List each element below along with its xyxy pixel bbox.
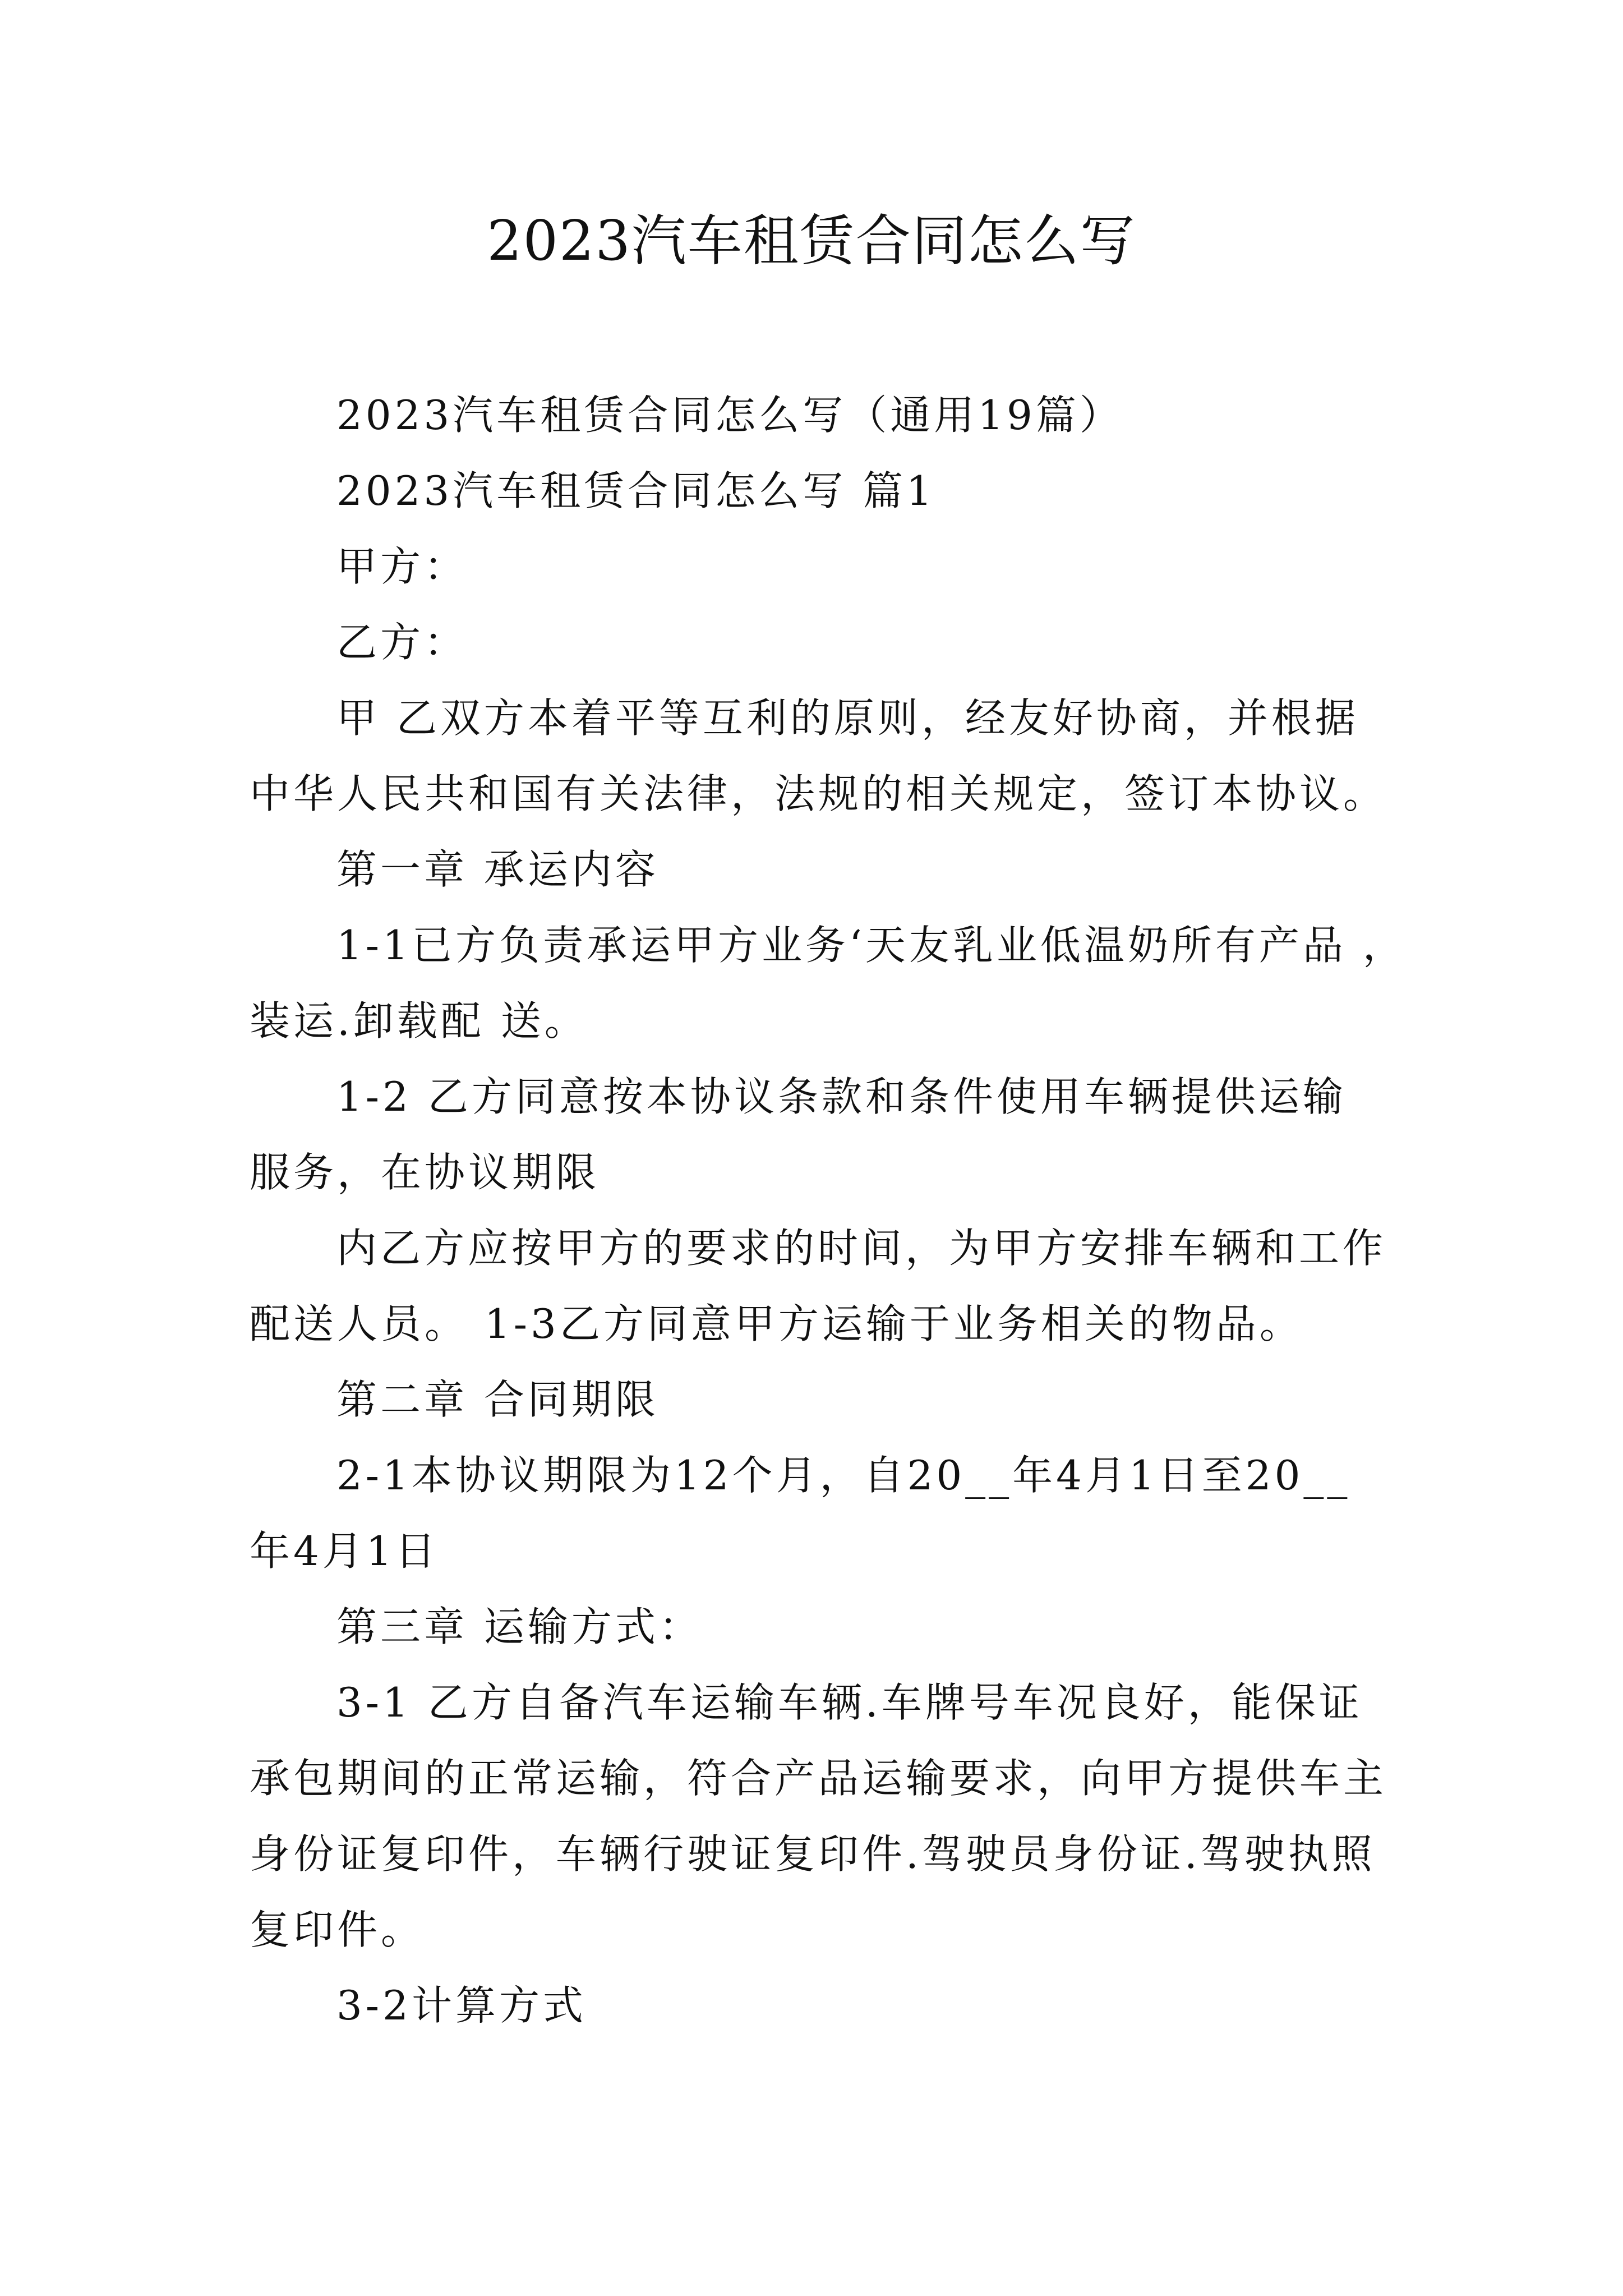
clause-line: 3-1 乙方自备汽车运输车辆.车牌号车况良好，能保证 (336, 1679, 1363, 1726)
clause-line: 1-1已方负责承运甲方业务‘天友乳业低温奶所有产品 ， (336, 922, 1407, 969)
chapter-heading: 第一章 承运内容 (336, 846, 659, 893)
clause-line: 复印件。 (250, 1906, 425, 1953)
clause-line: 1-2 乙方同意按本协议条款和条件使用车辆提供运输 (336, 1073, 1347, 1120)
party-a-line: 甲方： (336, 543, 468, 590)
clause-line: 2-1本协议期限为12个月，自20__年4月1日至20__ (336, 1452, 1351, 1499)
chapter-heading: 第二章 合同期限 (336, 1376, 659, 1423)
chapter-heading: 第三章 运输方式： (336, 1603, 703, 1650)
paragraph-line: 甲 乙双方本着平等互利的原则，经友好协商，并根据 (336, 694, 1359, 742)
section-heading: 2023汽车租赁合同怎么写 篇1 (336, 467, 935, 514)
clause-line: 年4月1日 (250, 1527, 439, 1575)
paragraph-line: 中华人民共和国有关法律，法规的相关规定，签订本协议。 (250, 770, 1387, 817)
clause-line: 身份证复印件，车辆行驶证复印件.驾驶员身份证.驾驶执照 (250, 1830, 1376, 1878)
clause-line: 承包期间的正常运输，符合产品运输要求，向甲方提供车主 (250, 1755, 1387, 1802)
subtitle-line: 2023汽车租赁合同怎么写（通用19篇） (336, 392, 1123, 439)
clause-line: 装运.卸载配 送。 (250, 997, 588, 1045)
party-b-line: 乙方： (336, 619, 468, 666)
clause-line: 服务，在协议期限 (250, 1149, 600, 1196)
document-title: 2023汽车租赁合同怎么写 (487, 209, 1136, 273)
clause-line: 配送人员。 1-3乙方同意甲方运输于业务相关的物品。 (250, 1300, 1303, 1347)
clause-line: 内乙方应按甲方的要求的时间，为甲方安排车辆和工作 (336, 1225, 1387, 1272)
clause-line: 3-2计算方式 (336, 1982, 587, 2029)
